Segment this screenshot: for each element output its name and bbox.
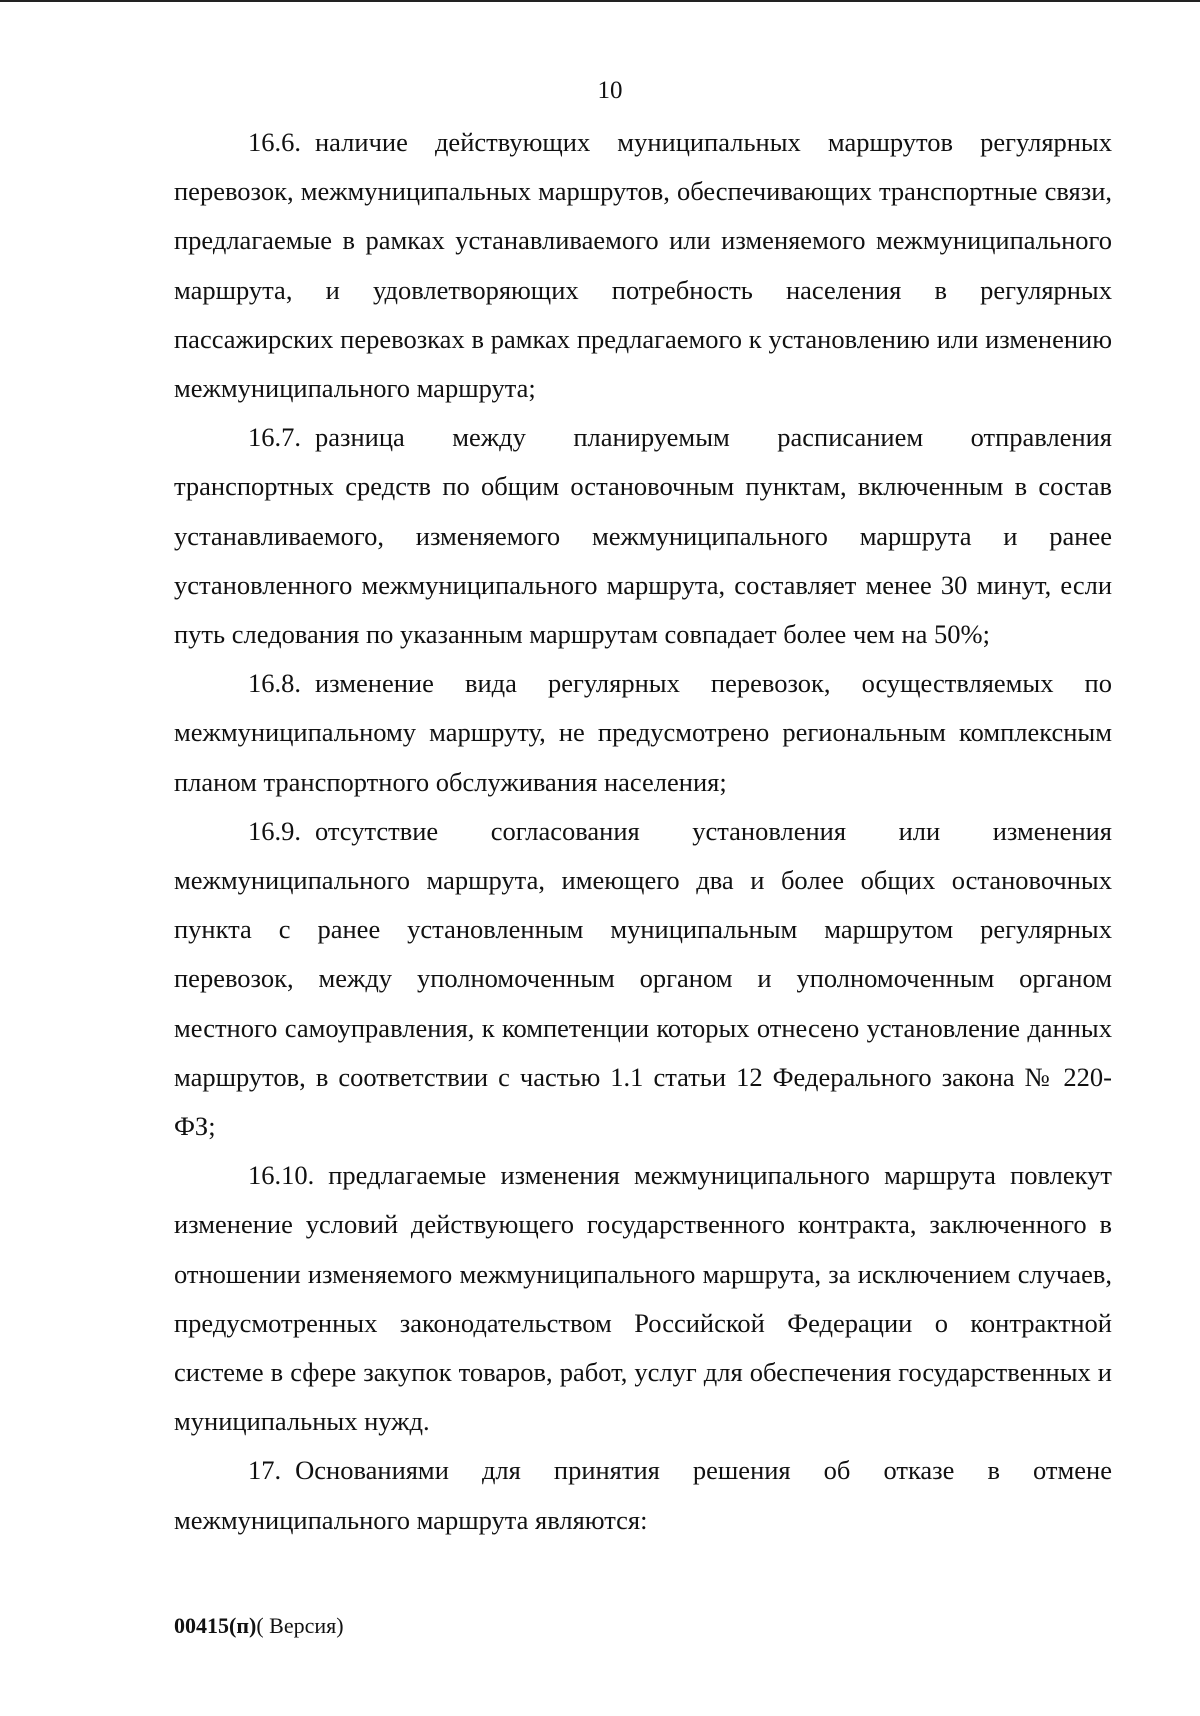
paragraph-16-10 [174,1151,1112,1446]
top-edge-rule [0,0,1200,2]
paragraph-16-8 [174,659,1112,807]
paragraph-number: 17. [248,1455,282,1486]
paragraph-number: 16.8. [248,668,301,699]
paragraph-text: отсутствие согласования установления или изменения межмуниципального маршрута, имеющего два и более общих остановочных пункта с ранее установленным муниципальным маршрутом регулярных перевозок, между уполномоченным органом и уполномоченным органом местного самоуправления, к компетенции которых отнесено установление данных маршрутов, в соответствии с частью 1.1 статьи 12 Федерального закона № 220-ФЗ; [174,815,1112,1142]
document-version: ( Версия) [256,1613,344,1638]
page-number: 10 [597,77,623,104]
document-footer-code [174,1612,344,1640]
paragraph-text: наличие действующих муниципальных маршрутов регулярных перевозок, межмуниципальных маршрутов, обеспечивающих транспортные связи, предлагаемые в рамках устанавливаемого или изменяемого межмуниципального маршрута, и удовлетворяющих потребность населения в регулярных пассажирских перевозках в рамках предлагаемого к установлению или изменению межмуниципального маршрута; [174,127,1112,404]
paragraph-number: 16.6. [248,127,301,157]
paragraph-text: Основаниями для принятия решения об отказе в отмене межмуниципального маршрута являются: [174,1455,1112,1535]
paragraph-text: изменение вида регулярных перевозок, осуществляемых по межмуниципальному маршруту, не предусмотрено региональным комплексным планом транспортного обслуживания населения; [174,668,1112,797]
document-body [174,118,1112,1545]
paragraph-17 [174,1446,1112,1544]
paragraph-16-6 [174,118,1112,413]
document-code: 00415(п) [174,1613,257,1638]
paragraph-16-7 [174,413,1112,659]
paragraph-number: 16.7. [248,422,301,453]
paragraph-text: предлагаемые изменения межмуниципального маршрута повлекут изменение условий действующего государственного контракта, заключенного в отношении изменяемого межмуниципального маршрута, за исключением случаев, предусмотренных законодательством Российской Федерации о контрактной системе в сфере закупок товаров, работ, услуг для обеспечения государственных и муниципальных нужд. [174,1160,1112,1437]
paragraph-text: разница между планируемым расписанием отправления транспортных средств по общим остановочным пунктам, включенным в состав устанавливаемого, изменяемого межмуниципального маршрута и ранее установленного межмуниципального маршрута, составляет менее 30 минут, если путь следования по указанным маршрутам совпадает более чем на 50%; [174,422,1112,650]
paragraph-16-9 [174,807,1112,1151]
paragraph-number: 16.9. [248,815,301,846]
paragraph-number: 16.10. [248,1160,315,1191]
